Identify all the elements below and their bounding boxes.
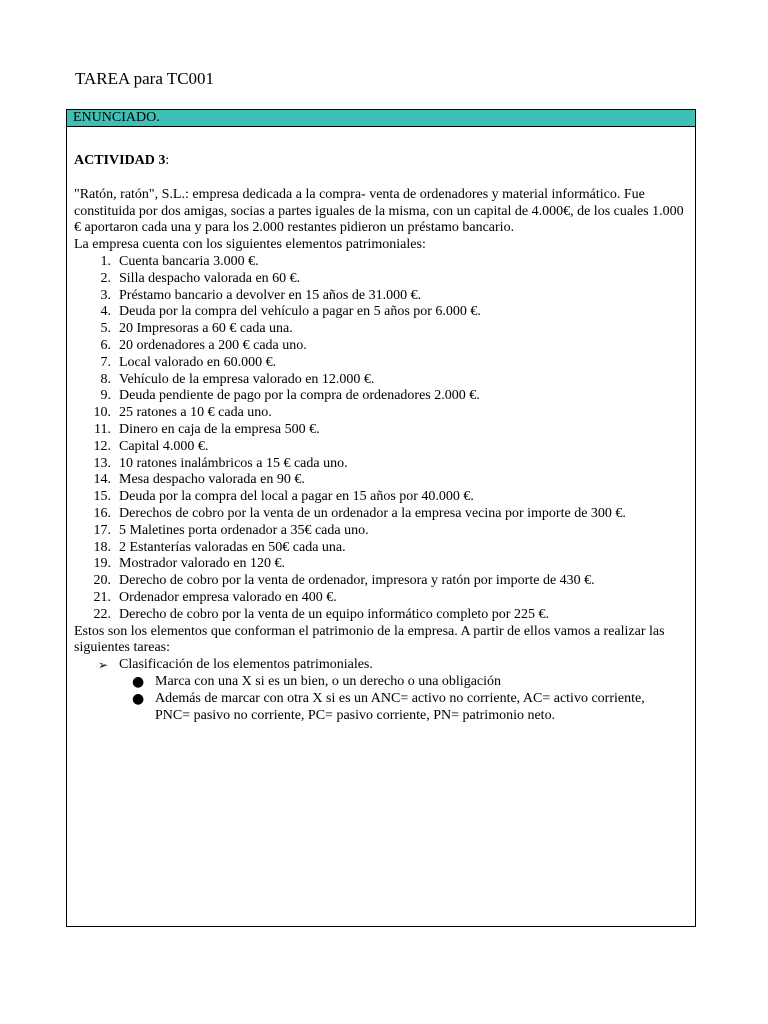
element-text: Dinero en caja de la empresa 500 €. [119,421,320,437]
element-text: Local valorado en 60.000 €. [119,354,277,370]
element-item [74,556,694,573]
element-item [74,372,694,389]
element-number: 3. [100,287,111,303]
activity-heading [74,153,694,170]
element-item [74,288,694,305]
element-number: 6. [100,337,111,353]
intro-paragraph: "Ratón, ratón", S.L.: empresa dedicada a la compra- venta de ordenadores y material informático. Fue constituida por dos amigas, socias a partes iguales de la misma, con un capital de 4.000€, de los cuales 1.000 € aportaron cada una y para los 2.000 restantes pidieron un préstamo bancario. [74,186,684,236]
element-item [74,489,694,506]
bullet-icon: ● [132,673,145,690]
task-text: Clasificación de los elementos patrimoniales. [119,657,373,673]
element-number: 15. [93,489,111,505]
task-subitem [74,691,694,725]
element-item [74,321,694,338]
element-item [74,355,694,372]
activity-label: ACTIVIDAD 3 [74,153,166,168]
statement-box [66,109,696,927]
element-text: Silla despacho valorada en 60 €. [119,270,301,286]
element-number: 19. [93,556,111,572]
element-item [74,405,694,422]
element-text: 2 Estanterías valoradas en 50€ cada una. [119,539,346,555]
element-text: 20 ordenadores a 200 € cada uno. [119,337,307,353]
element-number: 10. [93,405,111,421]
element-text: 10 ratones inalámbricos a 15 € cada uno. [119,455,348,471]
element-item [74,590,694,607]
element-item [74,456,694,473]
subitem-text: Además de marcar con otra X si es un ANC= activo no corriente, AC= activo corriente, PNC= pasivo no corriente, PC= pasivo corriente, PN= patrimonio neto. [155,690,645,723]
task-subitem [74,674,694,691]
element-text: Derecho de cobro por la venta de ordenador, impresora y ratón por importe de 430 €. [119,573,595,589]
element-number: 21. [93,589,111,605]
element-item [74,304,694,321]
element-text: Mesa despacho valorada en 90 €. [119,472,305,488]
element-item [74,472,694,489]
element-item [74,271,694,288]
element-item [74,607,694,624]
element-text: 25 ratones a 10 € cada uno. [119,405,272,421]
bullet-icon: ● [132,690,145,707]
element-number: 7. [100,354,111,370]
intro-elements-lead: La empresa cuenta con los siguientes elementos patrimoniales: [74,237,426,253]
element-number: 13. [93,455,111,471]
element-text: Deuda por la compra del local a pagar en 15 años por 40.000 €. [119,489,474,505]
element-item [74,254,694,271]
element-number: 11. [94,421,111,437]
element-text: Capital 4.000 €. [119,438,209,454]
element-item [74,523,694,540]
task-item [74,657,694,674]
element-number: 17. [93,522,111,538]
element-number: 12. [93,438,111,454]
element-number: 14. [93,472,111,488]
statement-header: ENUNCIADO. [67,110,695,127]
element-number: 5. [100,321,111,337]
element-text: 20 Impresoras a 60 € cada una. [119,321,293,337]
element-text: 5 Maletines porta ordenador a 35€ cada uno. [119,522,369,538]
element-number: 4. [100,304,111,320]
element-item [74,338,694,355]
element-text: Deuda por la compra del vehículo a pagar en 5 años por 6.000 €. [119,304,481,320]
element-text: Cuenta bancaria 3.000 €. [119,253,259,269]
element-item [74,573,694,590]
element-number: 16. [93,505,111,521]
element-text: Ordenador empresa valorado en 400 €. [119,589,337,605]
element-number: 20. [93,573,111,589]
element-text: Deuda pendiente de pago por la compra de ordenadores 2.000 €. [119,388,480,404]
element-text: Préstamo bancario a devolver en 15 años de 31.000 €. [119,287,422,303]
outro-paragraph: Estos son los elementos que conforman el patrimonio de la empresa. A partir de ellos vamos a realizar las siguientes tareas: [74,623,665,656]
element-number: 1. [100,253,111,269]
element-number: 8. [100,371,111,387]
document-title: TAREA para TC001 [75,69,215,88]
element-number: 22. [93,606,111,622]
element-item [74,388,694,405]
subitem-text: Marca con una X si es un bien, o un derecho o una obligación [155,673,502,689]
element-item [74,506,694,523]
statement-content [74,153,694,724]
element-number: 9. [100,388,111,404]
element-number: 18. [93,539,111,555]
element-item [74,540,694,557]
elements-list [74,254,694,624]
element-item [74,439,694,456]
element-text: Mostrador valorado en 120 €. [119,556,286,572]
element-text: Vehículo de la empresa valorado en 12.000 €. [119,371,375,387]
element-number: 2. [100,270,111,286]
element-item [74,422,694,439]
element-text: Derechos de cobro por la venta de un ordenador a la empresa vecina por importe de 300 €. [119,505,626,521]
element-text: Derecho de cobro por la venta de un equipo informático completo por 225 €. [119,606,549,622]
arrow-bullet-icon: ➢ [98,658,109,673]
activity-colon: : [165,153,170,168]
